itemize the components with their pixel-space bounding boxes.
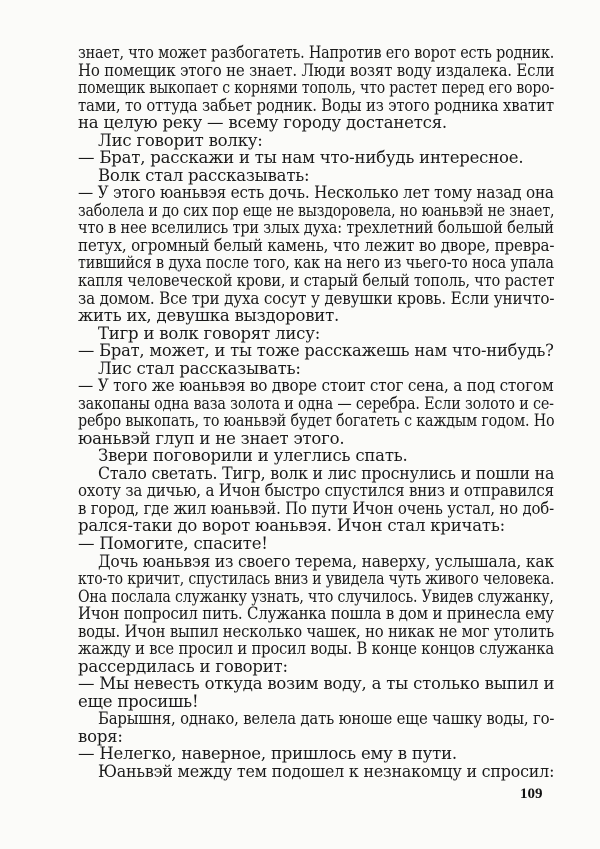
text-line: — Нелегко, наверное, пришлось ему в пути. (78, 744, 457, 764)
text-line: Юаньвэй между тем подошел к незнакомцу и спросил: (98, 762, 555, 781)
text-line: Тигр и волк говорят лису: (98, 323, 321, 343)
text-line: помещик выкопает с корнями тополь, что растет перед его воро- (78, 78, 555, 98)
text-line: жажду и все просил и просил воды. В конце концов служанка (78, 639, 555, 659)
text-line: жить их, девушка выздоровит. (78, 306, 340, 326)
text-line: — Помогите, спасите! (78, 534, 268, 554)
text-line: Ичон попросил пить. Служанка пошла в дом и принесла ему (78, 604, 554, 624)
text-line: юаньвэй глуп и не знает этого. (78, 428, 345, 448)
page-number: 109 (520, 786, 543, 802)
text-line: Дочь юаньвэя из своего терема, наверху, услышала, как (98, 551, 554, 571)
text-line: — Брат, может, и ты тоже расскажешь нам что-нибудь? (78, 341, 554, 361)
text-line: — У этого юаньвэя есть дочь. Несколько лет тому назад она (78, 183, 554, 203)
text-line: Волк стал рассказывать: (98, 165, 310, 185)
text-line: Она послала служанку узнать, что случилось. Увидев служанку, (78, 586, 554, 606)
text-line: — У того же юаньвэя во дворе стоит стог сена, а под стогом (78, 376, 554, 396)
text-line: рался-таки до ворот юаньвэя. Ичон стал кричать: (78, 516, 505, 536)
text-line: воды. Ичон выпил несколько чашек, но никак не мог утолить (78, 621, 554, 641)
text-line: на целую реку — всему городу достанется. (78, 113, 447, 133)
text-line: Лис стал рассказывать: (98, 358, 301, 378)
text-line: в город, где жил юаньвэй. По пути Ичон очень устал, но доб- (78, 498, 554, 518)
text-line: — Мы невесть откуда возим воду, а ты столько выпил и (78, 674, 555, 694)
text-line: за домом. Все три духа сосут у девушки кровь. Если уничто- (78, 288, 555, 308)
text-line: Лис говорит волку: (98, 130, 263, 150)
text-line: петух, огромный белый камень, что лежит во дворе, превра- (78, 235, 555, 255)
text-line: охоту за дичью, а Ичон быстро спустился вниз и отправился (78, 481, 554, 501)
text-line: тившийся в духа после того, как на него из чьего-то носа упала (78, 253, 554, 273)
text-line: Звери поговорили и улеглись спать. (98, 446, 408, 466)
text-line: ребро выкопать, то юаньвэй будет богатеть с каждым годом. Но (78, 411, 555, 431)
text-line: капля человеческой крови, и старый белый тополь, что растет (78, 270, 555, 290)
text-line: что в нее вселились три злых духа: трехлетний большой белый (78, 218, 554, 238)
text-line: закопаны одна ваза золота и одна — серебра. Если золото и се- (78, 393, 554, 413)
text-line: — Брат, расскажи и ты нам что-нибудь интересное. (78, 148, 524, 168)
text-line: Барышня, однако, велела дать юноше еще чашку воды, го- (98, 709, 555, 729)
text-line: заболела и до сих пор еще не выздоровела, но юаньвэй не знает, (78, 200, 555, 220)
text-line: еще просишь! (78, 691, 199, 711)
text-line: знает, что может разбогатеть. Напротив его ворот есть родник. (78, 43, 555, 62)
text-line: рассердилась и говорит: (78, 656, 288, 676)
text-line: Но помещик этого не знает. Люди возят воду издалека. Если (78, 60, 555, 80)
text-line: кто-то кричит, спустилась вниз и увидела чуть живого человека. (78, 569, 555, 589)
text-line: Стало светать. Тигр, волк и лис проснулись и пошли на (98, 463, 555, 483)
text-line: тами, то оттуда забьет родник. Воды из этого родника хватит (78, 95, 554, 115)
text-line: воря: (78, 726, 123, 746)
